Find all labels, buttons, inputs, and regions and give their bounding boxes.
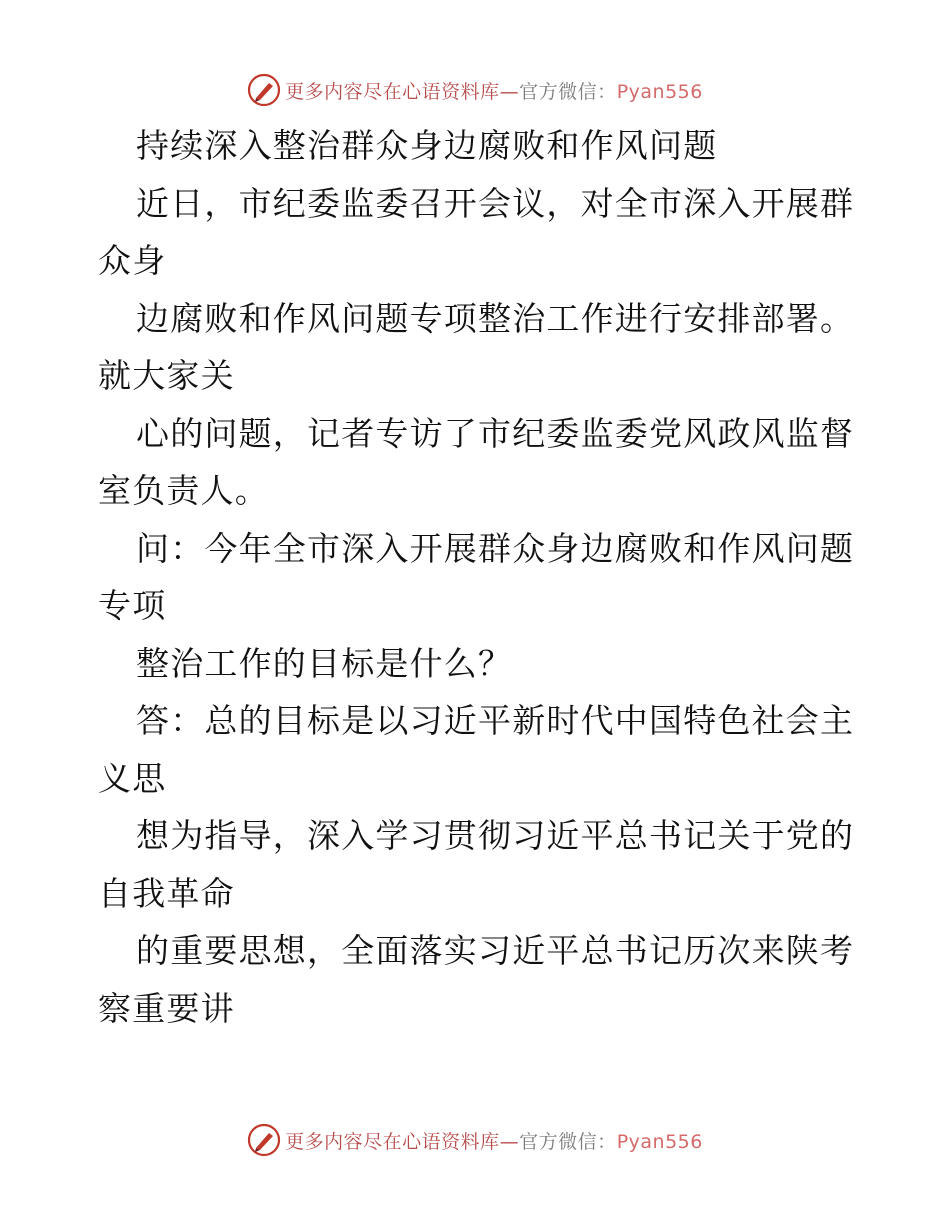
text-line: 察重要讲 bbox=[98, 988, 235, 1028]
banner-text bbox=[285, 77, 703, 104]
banner-main: 更多内容尽在心语资料库 bbox=[285, 1130, 500, 1153]
pen-logo-icon bbox=[247, 73, 281, 107]
text-line: 自我革命 bbox=[98, 873, 235, 913]
text-line: 答：总的目标是以习近平新时代中国特色社会主 bbox=[136, 701, 855, 740]
footer-banner bbox=[0, 1120, 950, 1160]
pen-logo-icon bbox=[247, 1123, 281, 1157]
banner-wechat: 官方微信： bbox=[519, 1130, 617, 1153]
text-line: 义思 bbox=[98, 758, 167, 798]
document-body bbox=[98, 117, 858, 1037]
text-line: 专项 bbox=[98, 586, 167, 625]
text-line: 心的问题，记者专访了市纪委监委党风政风监督 bbox=[136, 413, 855, 453]
banner-dash: — bbox=[499, 1130, 520, 1153]
text-line: 的重要思想，全面落实习近平总书记历次来陕考 bbox=[136, 931, 855, 970]
header-banner bbox=[0, 70, 950, 110]
text-line: 近日，市纪委监委召开会议，对全市深入开展群 bbox=[136, 183, 855, 223]
text-line: 众身 bbox=[98, 241, 167, 280]
banner-dash: — bbox=[499, 80, 520, 103]
text-line: 整治工作的目标是什么？ bbox=[136, 643, 513, 683]
text-line: 想为指导，深入学习贯彻习近平总书记关于党的 bbox=[136, 816, 855, 855]
text-line: 就大家关 bbox=[98, 356, 235, 395]
doc-title: 持续深入整治群众身边腐败和作风问题 bbox=[136, 126, 718, 165]
text-line: 边腐败和作风问题专项整治工作进行安排部署。 bbox=[136, 298, 855, 338]
text-line: 室负责人。 bbox=[98, 471, 269, 510]
text-line: 问：今年全市深入开展群众身边腐败和作风问题 bbox=[136, 528, 855, 568]
banner-text bbox=[285, 1127, 703, 1154]
banner-id: Pyan556 bbox=[616, 80, 703, 103]
banner-wechat: 官方微信： bbox=[519, 80, 617, 103]
banner-id: Pyan556 bbox=[616, 1130, 703, 1153]
banner-main: 更多内容尽在心语资料库 bbox=[285, 80, 500, 103]
